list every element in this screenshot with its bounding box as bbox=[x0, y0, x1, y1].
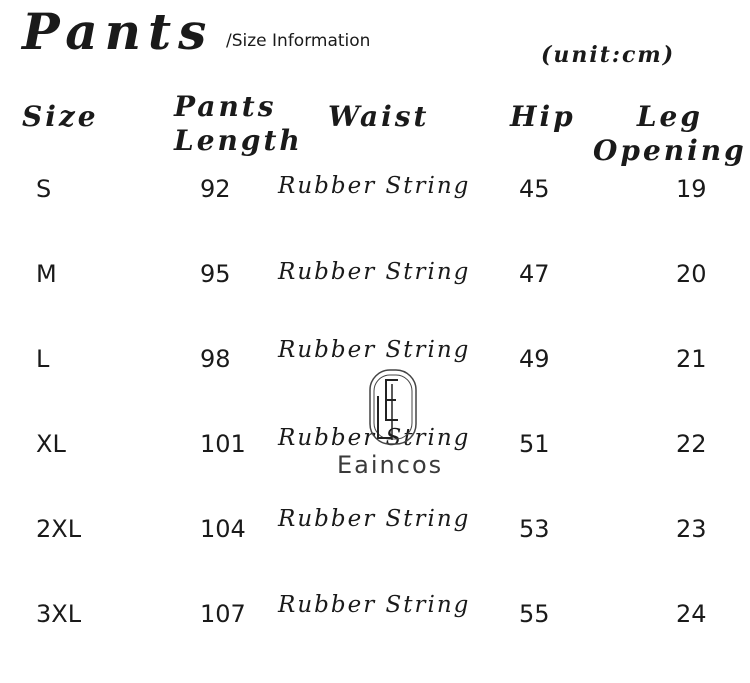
pants-length-cell: 104 bbox=[200, 515, 246, 543]
hip-cell: 49 bbox=[519, 345, 550, 373]
pants-length-cell: 107 bbox=[200, 600, 246, 628]
waist-cell: Rubber String bbox=[278, 337, 471, 363]
waist-cell: Rubber String bbox=[278, 425, 471, 451]
header-pants-length-line2: Length bbox=[174, 124, 303, 157]
waist-cell: Rubber String bbox=[278, 506, 471, 532]
leg-opening-cell: 21 bbox=[676, 345, 707, 373]
page-title: Pants bbox=[22, 2, 214, 61]
size-cell: M bbox=[36, 260, 57, 288]
header-pants-length bbox=[174, 90, 303, 158]
size-cell: XL bbox=[36, 430, 66, 458]
size-cell: 3XL bbox=[36, 600, 82, 628]
size-cell: L bbox=[36, 345, 50, 373]
watermark-brand: Eaincos bbox=[337, 451, 444, 479]
header-leg-opening-line2: Opening bbox=[593, 134, 747, 167]
size-cell: 2XL bbox=[36, 515, 82, 543]
waist-cell: Rubber String bbox=[278, 592, 471, 618]
hip-cell: 47 bbox=[519, 260, 550, 288]
leg-opening-cell: 23 bbox=[676, 515, 707, 543]
waist-cell: Rubber String bbox=[278, 173, 471, 199]
pants-length-cell: 98 bbox=[200, 345, 231, 373]
leg-opening-cell: 22 bbox=[676, 430, 707, 458]
page-subtitle: /Size Information bbox=[226, 31, 371, 51]
hip-cell: 53 bbox=[519, 515, 550, 543]
header-size: Size bbox=[22, 100, 99, 133]
size-cell: S bbox=[36, 175, 52, 203]
header-pants-length-line1: Pants bbox=[174, 90, 277, 123]
header-leg-opening bbox=[593, 100, 747, 168]
header-waist: Waist bbox=[328, 100, 430, 133]
header-hip: Hip bbox=[510, 100, 576, 133]
header-leg-opening-line1: Leg bbox=[636, 100, 703, 133]
hip-cell: 51 bbox=[519, 430, 550, 458]
waist-cell: Rubber String bbox=[278, 259, 471, 285]
hip-cell: 45 bbox=[519, 175, 550, 203]
hip-cell: 55 bbox=[519, 600, 550, 628]
leg-opening-cell: 24 bbox=[676, 600, 707, 628]
leg-opening-cell: 19 bbox=[676, 175, 707, 203]
pants-length-cell: 92 bbox=[200, 175, 231, 203]
unit-label: (unit:cm) bbox=[541, 42, 676, 68]
pants-length-cell: 101 bbox=[200, 430, 246, 458]
pants-length-cell: 95 bbox=[200, 260, 231, 288]
leg-opening-cell: 20 bbox=[676, 260, 707, 288]
